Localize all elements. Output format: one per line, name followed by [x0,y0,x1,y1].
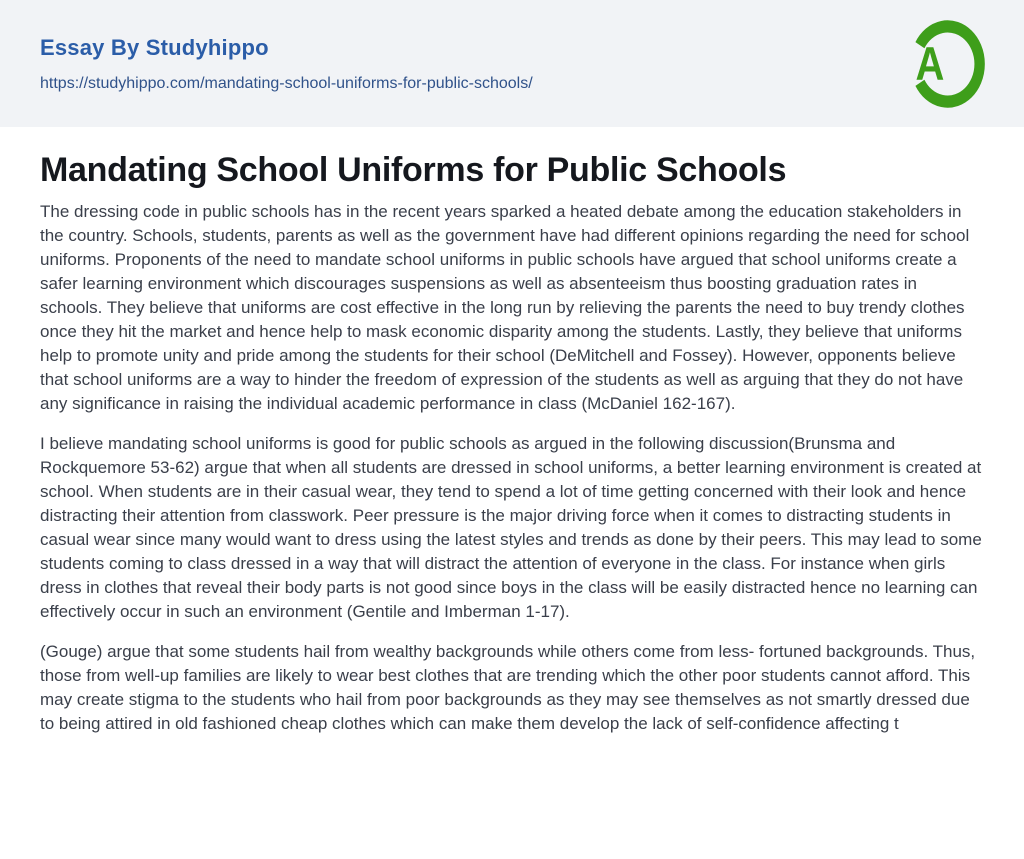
essay-paragraph-1: The dressing code in public schools has in the recent years sparked a heated debate among the education stakeholders in the country. Schools, students, parents as well as the government have had different opinions regarding the need for school uniforms. Proponents of the need to mandate school uniforms in public schools have argued that school uniforms create a safer learning environment which discourages suspensions as well as absenteeism thus boosting graduation rates in schools. They believe that uniforms are cost effective in the long run by relieving the parents the need to buy trendy clothes once they hit the market and hence help to mask economic disparity among the students. Lastly, they believe that uniforms help to promote unity and pride among the students for their school (DeMitchell and Fossey). However, opponents believe that school uniforms are a way to hinder the freedom of expression of the students as well as arguing that they do not have any significance in raising the individual academic performance in class (McDaniel 162-167). [40,202,970,414]
site-title: Essay By Studyhippo [40,34,269,60]
logo-letter: A [915,37,945,91]
header-text-block [40,35,533,93]
studyhippo-logo-icon [906,17,986,111]
essay-paragraph-2: I believe mandating school uniforms is good for public schools as argued in the following discussion(Brunsma and Rockquemore 53-62) argue that when all students are dressed in school uniforms, a better learning environment is created at school. When students are in their casual wear, they tend to spend a lot of time getting concerned with their look and hence distracting their attention from classwork. Peer pressure is the major driving force when it comes to distracting students in casual wear since many would want to dress using the latest styles and trends as done by their peers. This may lead to some students coming to class dressed in a way that will distract the attention of everyone in the class. For instance when girls dress in clothes that reveal their body parts is not good since boys in the class will be easily distracted hence no learning can effectively occur in such an environment (Gentile and Imberman 1-17). [40,434,982,622]
site-header [0,0,1024,127]
essay-paragraph-3: (Gouge) argue that some students hail from wealthy backgrounds while others come from less- fortuned backgrounds. Thus, those from well-up families are likely to wear best clothes that are trending which the other poor students cannot afford. This may create stigma to the students who hail from poor backgrounds as they may see themselves as not smartly dressed due to being attired in old fashioned cheap clothes which can make them develop the lack of self-confidence affecting t [40,642,976,734]
essay-title: Mandating School Uniforms for Public Schools [40,151,787,189]
essay-body [40,200,984,736]
essay-content [0,151,1024,736]
source-url-link[interactable]: https://studyhippo.com/mandating-school-uniforms-for-public-schools/ [40,74,533,92]
